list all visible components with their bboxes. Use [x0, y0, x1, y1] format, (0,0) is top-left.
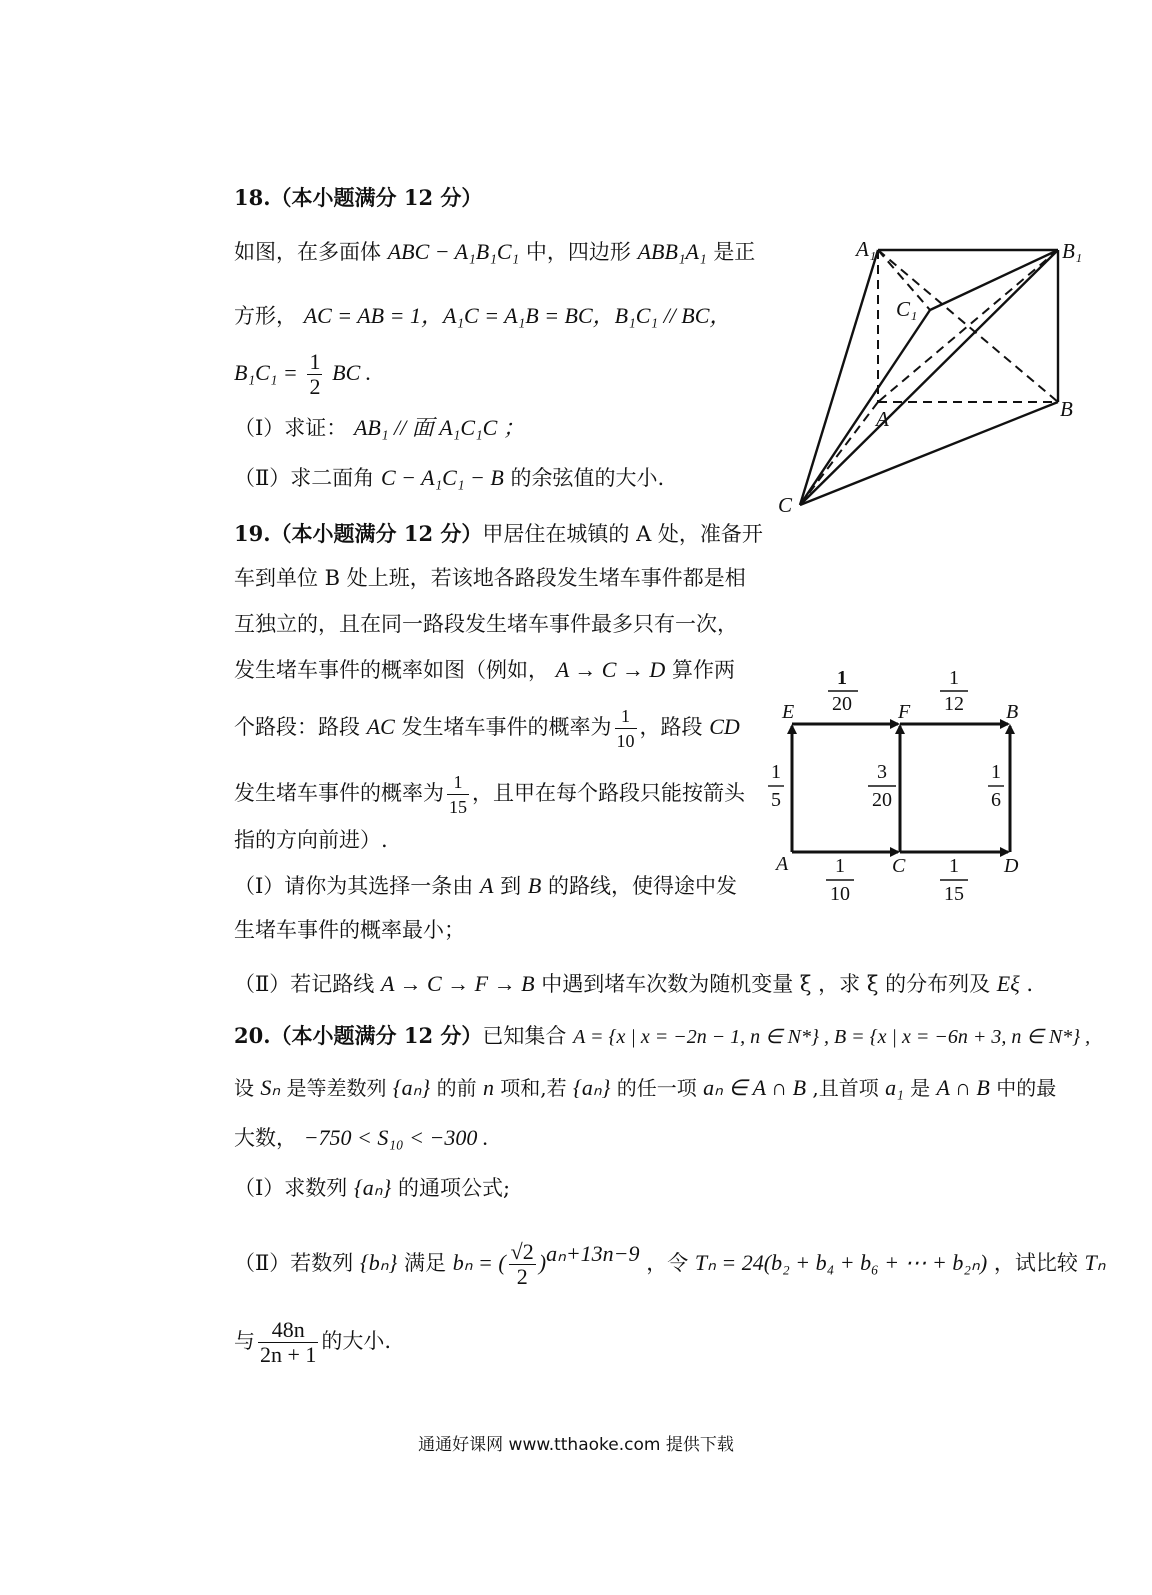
q19-text: 指的方向前进）. — [234, 828, 388, 852]
label-b: B — [1060, 397, 1073, 421]
q20-math: {aₙ} — [392, 1075, 431, 1100]
q20-text: ,且首项 — [812, 1076, 879, 1100]
node-a: A — [776, 853, 789, 875]
q20-text: 满足 — [404, 1251, 447, 1275]
q19-text: 的路线，使得途中发 — [547, 874, 737, 898]
node-f: F — [898, 701, 911, 723]
fraction-denominator: 2 — [509, 1264, 536, 1289]
fraction-one-tenth — [615, 704, 637, 753]
q20-math: bₙ = ( — [452, 1250, 506, 1275]
fraction-one-half — [307, 350, 322, 399]
q19-line6 — [234, 770, 745, 819]
q19-text: 发生堵车事件的概率为 — [401, 715, 612, 739]
q20-text: 与 — [234, 1329, 255, 1353]
q20-exponent: aₙ+13n−9 — [546, 1241, 640, 1266]
q18-text: 如图，在多面体 — [234, 240, 381, 264]
fraction-denominator: 2 — [309, 374, 321, 399]
q19-score: （本小题满分 12 分） — [270, 521, 483, 546]
q19-line5 — [234, 704, 740, 753]
fraction-denominator: 2n + 1 — [260, 1342, 317, 1367]
label-a1: A₁ — [856, 237, 877, 261]
q19-line4 — [234, 656, 735, 684]
label-a: A — [876, 407, 889, 431]
fraction-denominator: 10 — [615, 728, 637, 753]
q18-text: 中，四边形 — [525, 240, 631, 264]
node-e: E — [782, 701, 795, 723]
q19-part1-label: （Ⅰ）请你为其选择一条由 — [234, 874, 474, 898]
fraction-sqrt2-over-2 — [509, 1240, 536, 1289]
prob-ef-den: 20 — [832, 693, 852, 715]
q20-part1 — [234, 1174, 510, 1202]
label-b1: B₁ — [1062, 239, 1083, 263]
fraction-numerator: 1 — [453, 772, 463, 792]
prob-cd-num: 1 — [949, 855, 959, 877]
node-b: B — [1006, 701, 1019, 723]
label-c1: C₁ — [896, 297, 918, 321]
q20-text: ，试比较 — [993, 1251, 1078, 1275]
q19-text: 车到单位 B 处上班，若该地各路段发生堵车事件都是相 — [234, 566, 746, 590]
q19-math: CD — [709, 714, 740, 739]
prob-ac-num: 1 — [835, 855, 845, 877]
q19-part1-line2 — [234, 916, 465, 944]
fraction-numerator: 1 — [621, 706, 630, 726]
q19-text: 发生堵车事件的概率如图（例如， — [234, 658, 549, 682]
prob-db-num: 1 — [991, 761, 1001, 783]
q18-score: （本小题满分 12 分） — [270, 185, 483, 210]
q19-text: 互独立的，且在同一路段发生堵车事件最多只有一次， — [234, 612, 738, 636]
q19-text: 生堵车事件的概率最小； — [234, 918, 465, 942]
q19-number: 19. — [234, 521, 271, 546]
prob-cf-den: 20 — [872, 789, 892, 811]
prob-ae-num: 1 — [771, 761, 781, 783]
prob-db-den: 6 — [991, 789, 1001, 811]
polyhedron-figure — [770, 230, 1100, 530]
q20-math: A ∩ B — [936, 1075, 990, 1100]
q18-math: C − A₁C₁ − B — [380, 465, 504, 490]
fraction-numerator: 1 — [309, 349, 321, 374]
q20-text: 的通项公式; — [398, 1176, 511, 1200]
q20-part2-label: （Ⅱ）若数列 — [234, 1251, 354, 1275]
q20-math: Sₙ — [260, 1075, 281, 1100]
q20-text: ，令 — [646, 1251, 689, 1275]
edge-b1-c1 — [930, 250, 1058, 310]
q18-math: BC . — [332, 360, 372, 385]
q20-text: 中的最 — [996, 1076, 1057, 1100]
prob-fb-num: 1 — [949, 667, 959, 689]
prob-ef-num: 1 — [837, 667, 847, 689]
q19-line1 — [234, 520, 763, 548]
q20-text: 的任一项 — [616, 1076, 697, 1100]
q19-text: ，路段 — [639, 715, 703, 739]
q18-math: ABC − A₁B₁C₁ — [387, 239, 520, 264]
road-network-figure — [760, 660, 1060, 920]
q19-line2 — [234, 564, 746, 592]
q19-part1 — [234, 872, 737, 900]
fraction-numerator: √2 — [510, 1239, 534, 1264]
fraction-denominator: 15 — [447, 794, 469, 819]
q18-part2-label: （Ⅱ）求二面角 — [234, 466, 375, 490]
q20-text: 的大小. — [321, 1329, 392, 1353]
q18-number: 18. — [234, 185, 271, 210]
q20-part2 — [234, 1240, 1106, 1289]
q20-line2 — [234, 1074, 1056, 1102]
q20-math: a₁ — [885, 1075, 904, 1100]
fraction-numerator: 48n — [271, 1317, 305, 1342]
fraction-48n — [258, 1318, 318, 1367]
q20-text: 已知集合 — [482, 1024, 567, 1048]
prob-ae-den: 5 — [771, 789, 781, 811]
q20-math: {bₙ} — [359, 1250, 398, 1275]
q18-math: AC = AB = 1，A₁C = A₁B = BC，B₁C₁ // BC， — [303, 303, 732, 328]
prob-ac-den: 10 — [830, 883, 850, 905]
q20-math-sets: A = {x | x = −2n − 1, n ∈ N*} , B = {x | x = −6n + 3, n ∈ N*} , — [573, 1026, 1091, 1048]
q18-text: 是正 — [713, 240, 756, 264]
q19-math: A → C → F → B — [380, 971, 535, 996]
q18-line1 — [234, 238, 755, 266]
q20-text: 设 — [234, 1076, 254, 1100]
q19-math: AC — [366, 714, 395, 739]
q20-math: Tₙ = 24(b₂ + b₄ + b₆ + ⋯ + b₂ₙ) — [694, 1250, 988, 1275]
q19-text: 个路段：路段 — [234, 715, 360, 739]
q20-text: 项和,若 — [500, 1076, 567, 1100]
node-c: C — [892, 855, 906, 877]
q18-math: ABB₁A₁ — [637, 239, 707, 264]
q18-math: AB₁ // 面 A₁C₁C ； — [353, 415, 525, 440]
q20-number: 20. — [234, 1023, 271, 1048]
q19-text: 中遇到堵车次数为随机变量 ξ ，求 ξ 的分布列及 — [541, 972, 991, 996]
q19-part2 — [234, 970, 1033, 998]
q20-text: 大数， — [234, 1126, 297, 1150]
q20-part1-label: （Ⅰ）求数列 — [234, 1176, 348, 1200]
prob-fb-den: 12 — [944, 693, 964, 715]
q20-line1 — [234, 1022, 1090, 1051]
q19-text: 算作两 — [671, 658, 735, 682]
q20-math: aₙ ∈ A ∩ B — [703, 1075, 807, 1100]
fraction-one-fifteenth — [447, 770, 469, 819]
q18-math: B₁C₁ = — [234, 360, 298, 385]
q19-part2-label: （Ⅱ）若记路线 — [234, 972, 375, 996]
q20-math: n — [482, 1075, 494, 1100]
q20-math: Tₙ — [1084, 1250, 1106, 1275]
q19-math: A → C → D — [555, 657, 666, 682]
q18-text: 方形， — [234, 304, 297, 328]
q20-math: ) — [538, 1250, 547, 1275]
q19-text: 甲居住在城镇的 A 处，准备开 — [482, 522, 763, 546]
q20-line3 — [234, 1124, 488, 1152]
q19-math: Eξ — [996, 971, 1020, 996]
q19-line7 — [234, 826, 388, 854]
q20-score: （本小题满分 12 分） — [270, 1023, 483, 1048]
q20-math: {aₙ} — [353, 1175, 392, 1200]
q18-line2 — [234, 302, 731, 330]
q19-math: B — [527, 873, 542, 898]
q20-last — [234, 1318, 391, 1367]
page-footer: 通通好课网 www.tthaoke.com 提供下载 — [418, 1435, 734, 1455]
q18-line3 — [234, 350, 371, 399]
q19-line3 — [234, 610, 738, 638]
q20-text: 的前 — [436, 1076, 477, 1100]
label-c: C — [778, 493, 793, 517]
q19-math: A — [479, 873, 494, 898]
q18-text: 的余弦值的大小. — [510, 466, 665, 490]
q19-text: ，且甲在每个路段只能按箭头 — [472, 781, 745, 805]
q18-header — [234, 184, 482, 212]
q18-part2 — [234, 464, 664, 492]
q20-math: {aₙ} — [573, 1075, 611, 1100]
q19-text: 发生堵车事件的概率为 — [234, 781, 444, 805]
q20-math: −750 < S₁₀ < −300 . — [303, 1125, 489, 1150]
q20-text: 是等差数列 — [286, 1076, 387, 1100]
edge-c1-c — [800, 310, 930, 505]
prob-cd-den: 15 — [944, 883, 964, 905]
q19-text: . — [1019, 972, 1033, 996]
q20-text: 是 — [910, 1076, 931, 1100]
q18-part1 — [234, 414, 525, 442]
prob-cf-num: 3 — [877, 761, 887, 783]
q18-part1-label: （Ⅰ）求证： — [234, 416, 348, 440]
q19-text: 到 — [500, 874, 522, 898]
node-d: D — [1004, 855, 1019, 877]
